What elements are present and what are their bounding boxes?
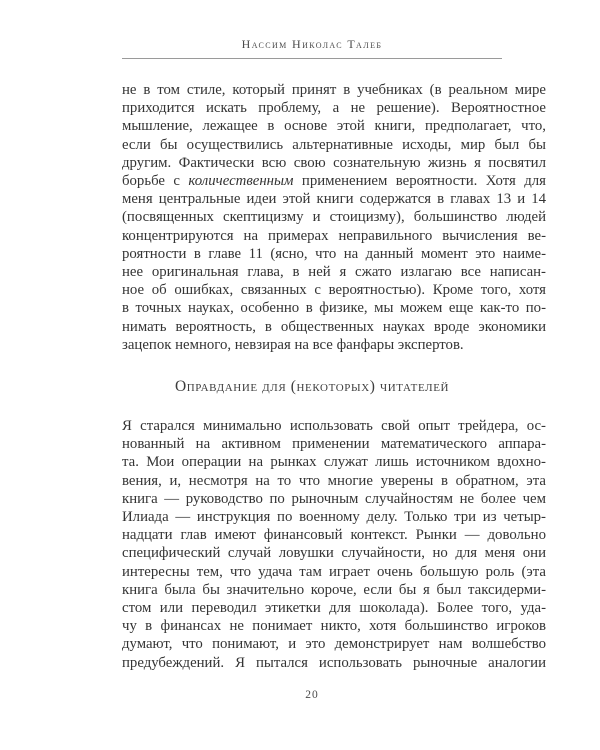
text-line: нее оригинальная глава, в ней я сжато излагаю все написан-	[122, 264, 546, 281]
text-line: книга была бы значительно короче, если бы я был таксидерми-	[122, 581, 546, 598]
text-line: не в том стиле, который принят в учебниках (в реальном мире	[122, 82, 546, 98]
paragraph-2	[122, 417, 546, 672]
text-line: интересны тем, что удача там играет очень большую роль (эта	[122, 563, 546, 580]
text-line	[122, 172, 546, 190]
text-line: приходится искать проблему, а не решение). Вероятностное	[122, 100, 546, 117]
text-line: мышление, лежащее в основе этой книги, предполагает, что,	[122, 118, 546, 135]
text-line: стом или переводил этикетки для шоколада). Более того, уда-	[122, 600, 546, 617]
text-line: роятности в главе 11 (ясно, что на данный момент это наиме-	[122, 245, 546, 262]
text-line: (посвященных скептицизму и стоицизму), большинство людей	[122, 209, 546, 226]
text-line: зацепок немного, невзирая на все фанфары экспертов.	[122, 336, 464, 353]
text-line: в точных науках, особенно в физике, мы можем еще как-то по-	[122, 300, 546, 317]
header-rule-divider	[122, 58, 502, 59]
text-line: чу в финансах не понимает никто, хотя большинство игроков	[122, 618, 546, 635]
page-number: 20	[305, 689, 319, 701]
text-line: если бы осуществились альтернативные исходы, мир был бы	[122, 136, 546, 153]
paragraph-1	[122, 81, 546, 354]
text-line: Илиада — инструкция по военному делу. Только три из четыр-	[122, 509, 546, 526]
text-line: концентрируются на примерах неправильного вычисления ве-	[122, 227, 546, 244]
text-line: нованный на активном применении математического аппара-	[122, 436, 546, 453]
text-line: специфический случай ловушки случайности, но для меня они	[122, 545, 546, 562]
text-line: та. Мои операции на рынках служат лишь источником вдохно-	[122, 454, 546, 471]
text-line: надцати глав имеют финансовый контекст. Рынки — довольно	[122, 527, 546, 544]
text-line: нимать вероятность, в общественных науках вроде экономики	[122, 318, 546, 335]
section-heading: Оправдание для (некоторых) читателей	[174, 378, 450, 395]
text-line: вения, и, несмотря на то что многие уверены в обратном, эта	[122, 472, 546, 489]
italic-text-segment: количественным	[188, 173, 294, 190]
text-line: ное об ошибках, связанных с вероятностью). Кроме того, хотя	[122, 282, 546, 299]
text-line: другим. Фактически всю свою сознательную жизнь я посвятил	[122, 154, 546, 171]
text-line: Я старался минимально использовать свой опыт трейдера, ос-	[122, 418, 546, 434]
running-header-author: Нассим Николас Талеб	[241, 37, 383, 51]
text-line: книга — руководство по рыночным случайностям не более чем	[122, 490, 546, 507]
text-segment: борьбе с	[122, 173, 189, 190]
text-line: меня центральные идеи этой книги содержатся в главах 13 и 14	[122, 191, 546, 208]
text-line: думают, что понимают, и это демонстрирует нам волшебство	[122, 636, 546, 653]
text-segment: применением вероятности. Хотя для	[293, 173, 546, 190]
text-line: предубеждений. Я пытался использовать рыночные аналогии	[122, 654, 546, 671]
